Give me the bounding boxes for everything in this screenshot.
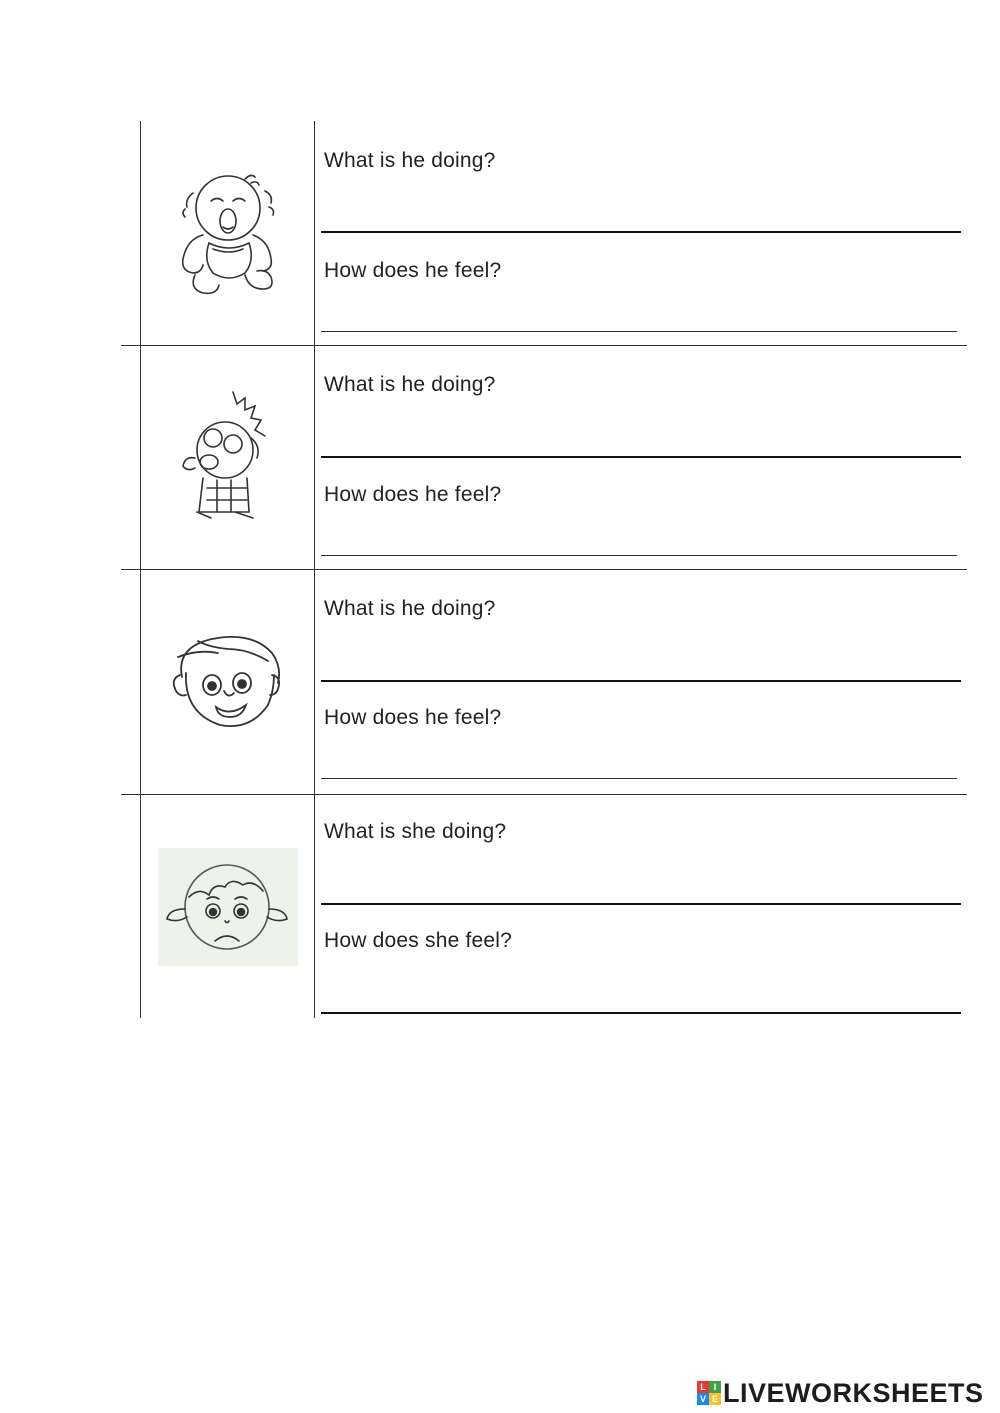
answer-field-feel[interactable] [321, 331, 957, 332]
answer-field-feel[interactable] [321, 1012, 961, 1014]
answer-field-doing[interactable] [321, 456, 961, 458]
logo-text: LIVEWORKSHEETS [723, 1377, 984, 1408]
table-row [121, 346, 967, 570]
question-feel: How does he feel? [324, 259, 502, 282]
question-doing: What is she doing? [324, 820, 507, 843]
answer-field-doing[interactable] [321, 231, 961, 233]
question-doing: What is he doing? [324, 373, 496, 396]
question-feel: How does he feel? [324, 706, 502, 729]
logo-letter: V [697, 1393, 709, 1405]
question-feel: How does she feel? [324, 929, 513, 952]
logo-letter: I [709, 1381, 721, 1393]
answer-field-doing[interactable] [321, 680, 961, 682]
yawning-boy-picture [141, 346, 314, 570]
sad-girl-picture [141, 795, 314, 1019]
crying-baby-picture [141, 121, 314, 345]
answer-field-doing[interactable] [321, 903, 961, 905]
answer-field-feel[interactable] [321, 555, 957, 556]
question-doing: What is he doing? [324, 149, 496, 172]
table-row [121, 570, 967, 794]
logo-letter: E [709, 1393, 721, 1405]
table-row [121, 795, 967, 1019]
liveworksheets-logo [697, 1378, 984, 1408]
answer-field-feel[interactable] [321, 778, 957, 779]
logo-mark-icon [697, 1381, 721, 1405]
question-feel: How does he feel? [324, 483, 502, 506]
smiling-boy-picture [141, 570, 314, 794]
table-row [121, 121, 967, 345]
logo-letter: L [697, 1381, 709, 1393]
question-doing: What is he doing? [324, 597, 496, 620]
